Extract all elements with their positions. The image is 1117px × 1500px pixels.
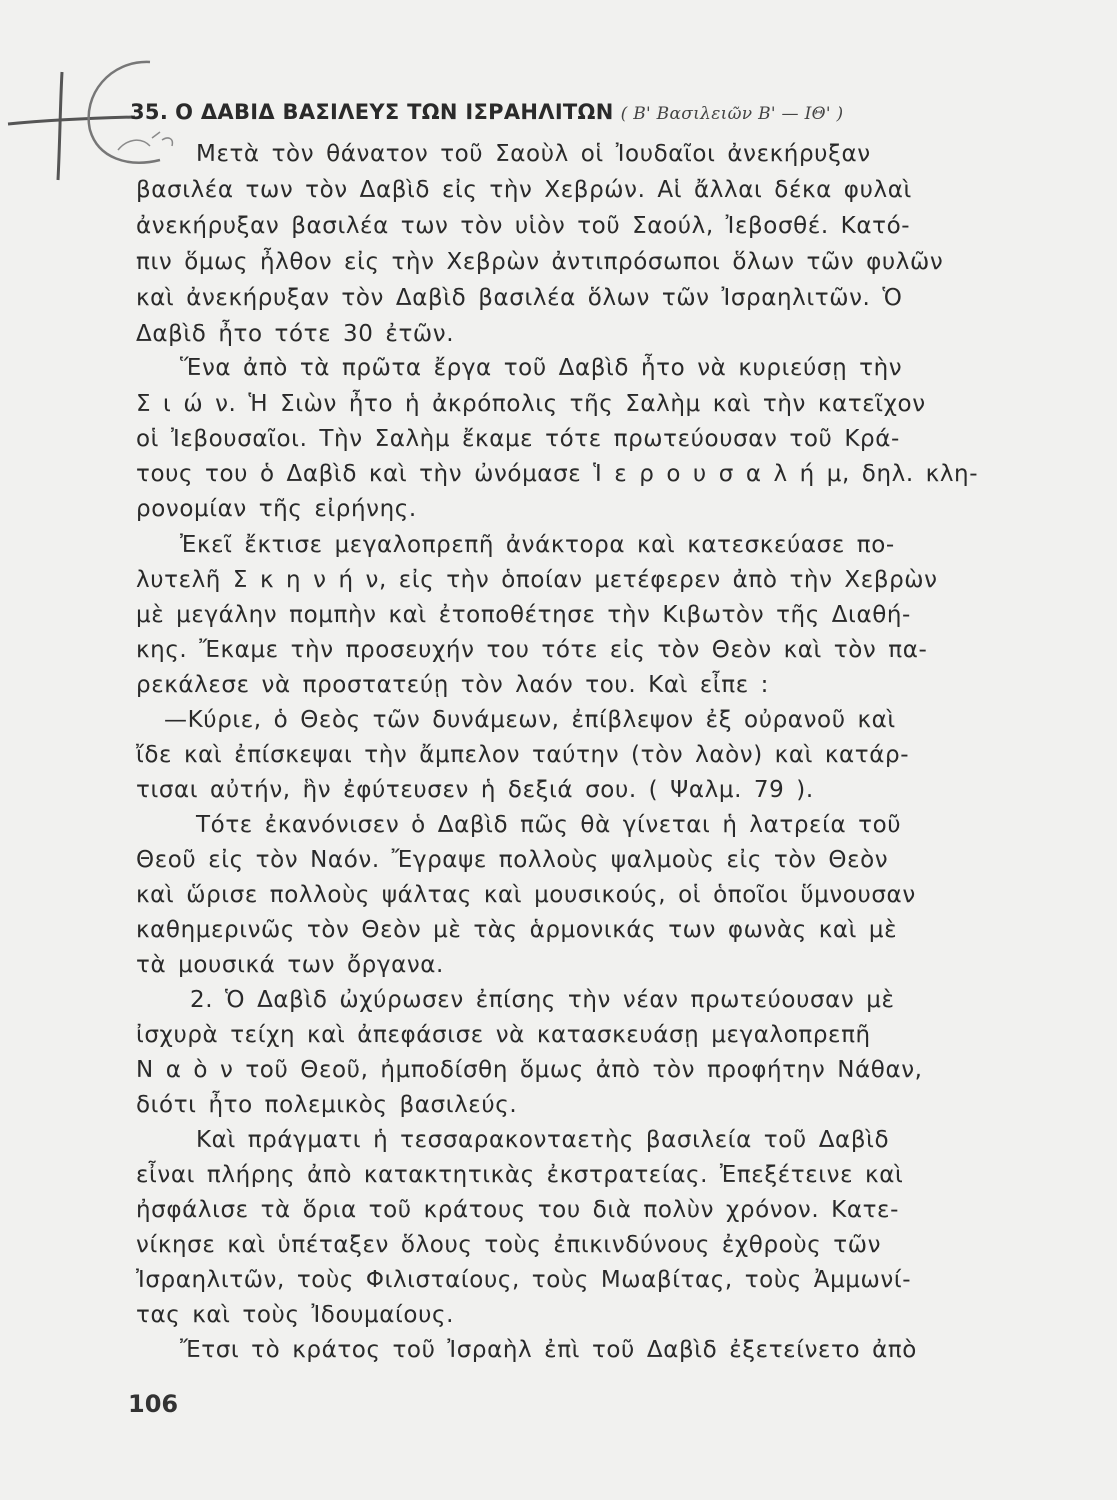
text-line: τισαι αὐτήν, ἣν ἐφύτευσεν ἡ δεξιά σου. ( Ψαλμ. 79 ). xyxy=(136,777,814,803)
chapter-heading xyxy=(130,97,843,129)
text-line: τους του ὁ Δαβὶδ καὶ τὴν ὠνόμασε Ἱ ε ρ ο υ σ α λ ή μ, δηλ. κλη- xyxy=(136,461,979,487)
text-line: Ν α ὸ ν τοῦ Θεοῦ, ἠμποδίσθη ὅμως ἀπὸ τὸν προφήτην Νάθαν, xyxy=(136,1057,923,1083)
text-line: εἶναι πλήρης ἀπὸ κατακτητικὰς ἐκστρατείας. Ἐπεξέτεινε καὶ xyxy=(136,1162,904,1188)
text-line: ἠσφάλισε τὰ ὅρια τοῦ κράτους του διὰ πολὺν χρόνον. Κατε- xyxy=(136,1197,899,1223)
text-line: οἱ Ἰεβουσαῖοι. Τὴν Σαλὴμ ἔκαμε τότε πρωτεύουσαν τοῦ Κρά- xyxy=(136,426,900,452)
text-line: Δαβὶδ ἦτο τότε 30 ἐτῶν. xyxy=(136,321,455,347)
text-line: καὶ ὥρισε πολλοὺς ψάλτας καὶ μουσικούς, οἱ ὁποῖοι ὕμνουσαν xyxy=(136,882,916,908)
chapter-number: 35. xyxy=(130,100,169,124)
text-line: καὶ ἀνεκήρυξαν τὸν Δαβὶδ βασιλέα ὅλων τῶν Ἰσραηλιτῶν. Ὁ xyxy=(136,285,903,311)
text-line: 2. Ὁ Δαβὶδ ὠχύρωσεν ἐπίσης τὴν νέαν πρωτεύουσαν μὲ xyxy=(190,987,895,1013)
text-line: Τότε ἐκανόνισεν ὁ Δαβὶδ πῶς θὰ γίνεται ἡ λατρεία τοῦ xyxy=(196,812,902,838)
text-line: Ἰσραηλιτῶν, τοὺς Φιλισταίους, τοὺς Μωαβίτας, τοὺς Ἀμμωνί- xyxy=(136,1267,912,1293)
text-line: Καὶ πράγματι ἡ τεσσαρακονταετὴς βασιλεία τοῦ Δαβὶδ xyxy=(196,1127,890,1153)
text-line: ἰσχυρὰ τείχη καὶ ἀπεφάσισε νὰ κατασκευάσῃ μεγαλοπρεπῆ xyxy=(136,1022,871,1048)
text-line: Θεοῦ εἰς τὸν Ναόν. Ἔγραψε πολλοὺς ψαλμοὺς εἰς τὸν Θεὸν xyxy=(136,847,889,873)
text-line: ἴδε καὶ ἐπίσκεψαι τὴν ἄμπελον ταύτην (τὸν λαὸν) καὶ κατάρ- xyxy=(136,742,910,768)
text-line: τὰ μουσικά των ὄργανα. xyxy=(136,952,444,978)
chapter-title: Ο ΔΑΒΙΔ ΒΑΣΙΛΕΥΣ ΤΩΝ ΙΣΡΑΗΛΙΤΩΝ xyxy=(175,100,614,124)
text-line: καθημερινῶς τὸν Θεὸν μὲ τὰς ἁρμονικάς των φωνὰς καὶ μὲ xyxy=(136,917,898,943)
text-line: Ἔτσι τὸ κράτος τοῦ Ἰσραὴλ ἐπὶ τοῦ Δαβὶδ ἐξετείνετο ἀπὸ xyxy=(180,1337,917,1363)
text-line: διότι ἦτο πολεμικὸς βασιλεύς. xyxy=(136,1092,518,1118)
chapter-reference: ( Β' Βασιλειῶν Β' — ΙΘ' ) xyxy=(620,104,844,124)
text-line: Μετὰ τὸν θάνατον τοῦ Σαοὺλ οἱ Ἰουδαῖοι ἀνεκήρυξαν xyxy=(196,141,871,167)
text-line: βασιλέα των τὸν Δαβὶδ εἰς τὴν Χεβρών. Αἱ ἄλλαι δέκα φυλαὶ xyxy=(136,177,912,203)
text-line: Σ ι ώ ν. Ἡ Σιὼν ἦτο ἡ ἀκρόπολις τῆς Σαλὴμ καὶ τὴν κατεῖχον xyxy=(136,391,926,417)
text-line: ἀνεκήρυξαν βασιλέα των τὸν υἱὸν τοῦ Σαούλ, Ἰεβοσθέ. Κατό- xyxy=(136,213,911,239)
text-line: ρεκάλεσε νὰ προστατεύῃ τὸν λαόν του. Καὶ εἶπε : xyxy=(136,672,770,698)
text-line: λυτελῆ Σ κ η ν ή ν, εἰς τὴν ὁποίαν μετέφερεν ἀπὸ τὴν Χεβρὼν xyxy=(136,567,938,593)
text-line: —Κύριε, ὁ Θεὸς τῶν δυνάμεων, ἐπίβλεψον ἐξ οὐρανοῦ καὶ xyxy=(164,707,896,733)
text-line: μὲ μεγάλην πομπὴν καὶ ἐτοποθέτησε τὴν Κιβωτὸν τῆς Διαθή- xyxy=(136,602,911,628)
text-line: νίκησε καὶ ὑπέταξεν ὅλους τοὺς ἐπικινδύνους ἐχθροὺς τῶν xyxy=(136,1232,882,1258)
text-line: ρονομίαν τῆς εἰρήνης. xyxy=(136,496,417,522)
text-line: πιν ὅμως ἦλθον εἰς τὴν Χεβρὼν ἀντιπρόσωποι ὅλων τῶν φυλῶν xyxy=(136,249,944,275)
text-line: κης. Ἔκαμε τὴν προσευχήν του τότε εἰς τὸν Θεὸν καὶ τὸν πα- xyxy=(136,637,928,663)
page-number: 106 xyxy=(128,1390,179,1418)
text-line: Ἕνα ἀπὸ τὰ πρῶτα ἔργα τοῦ Δαβὶδ ἦτο νὰ κυριεύσῃ τὴν xyxy=(180,355,903,381)
text-line: Ἐκεῖ ἔκτισε μεγαλοπρεπῆ ἀνάκτορα καὶ κατεσκεύασε πο- xyxy=(180,532,895,558)
text-line: τας καὶ τοὺς Ἰδουμαίους. xyxy=(136,1302,455,1328)
